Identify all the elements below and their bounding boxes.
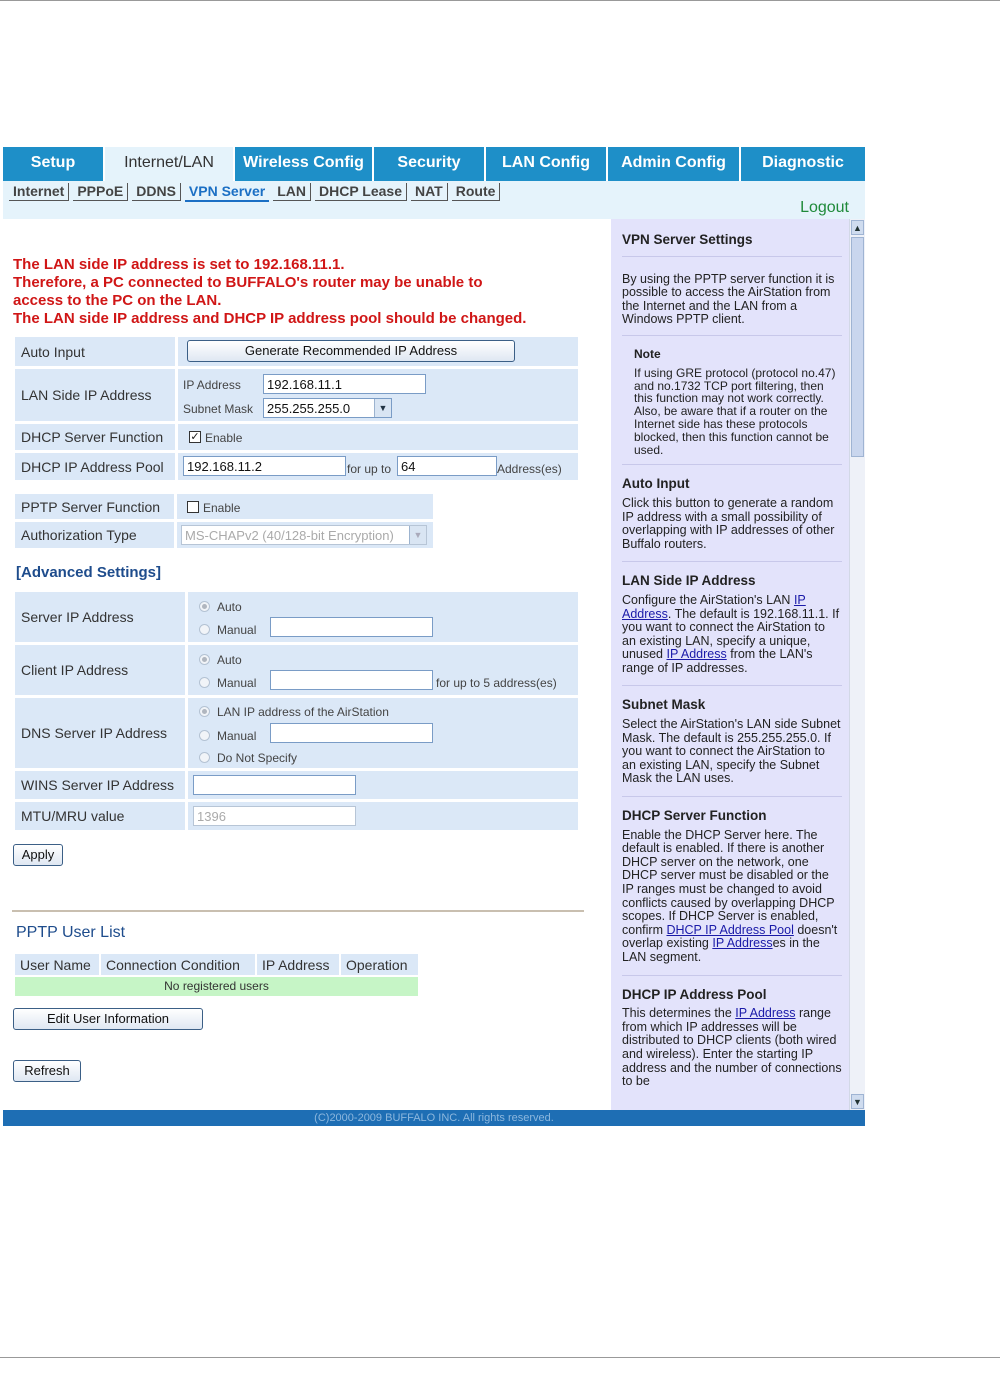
subnet-mask-value: 255.255.255.0	[267, 401, 351, 416]
dns-lan-ip-radio[interactable]	[199, 706, 210, 717]
subtab-lan[interactable]: LAN	[273, 183, 311, 201]
client-ip-manual-radio[interactable]	[199, 677, 210, 688]
main-tab-bar	[3, 147, 865, 181]
warning-line-4: The LAN side IP address and DHCP IP address pool should be changed.	[13, 310, 527, 327]
server-ip-manual-label: Manual	[217, 623, 257, 637]
help-title: VPN Server Settings	[622, 232, 753, 247]
dns-manual-radio[interactable]	[199, 730, 210, 741]
subtab-nat[interactable]: NAT	[411, 183, 448, 201]
subtab-ddns[interactable]: DDNS	[132, 183, 181, 201]
auto-input-label: Auto Input	[15, 337, 175, 366]
sub-tab-bar	[3, 181, 865, 219]
client-ip-manual-label: Manual	[217, 676, 257, 690]
client-ip-label: Client IP Address	[15, 645, 185, 695]
help-ip-address-link-2[interactable]: IP Address	[666, 647, 727, 662]
tab-wireless-config[interactable]: Wireless Config	[235, 147, 374, 181]
pptp-user-list-heading: PPTP User List	[16, 924, 126, 941]
help-dhcp-pool-link[interactable]: DHCP IP Address Pool	[666, 922, 794, 937]
tab-admin-config[interactable]: Admin Config	[608, 147, 741, 181]
help-note-text: If using GRE protocol (protocol no.47) and no.1732 TCP port filtering, then this function may not work correctly. Also, be aware that if a router on the Internet side has these protocols blocked, then this function cannot be used.	[634, 365, 836, 457]
help-auto-input-text: Click this button to generate a random IP address with a small possibility of overlapping with IP addresses of other Buffalo routers.	[622, 495, 835, 551]
subtab-route[interactable]: Route	[452, 183, 501, 201]
help-pool-title: DHCP IP Address Pool	[622, 986, 767, 1002]
server-ip-input[interactable]	[270, 617, 433, 637]
help-subnet-title: Subnet Mask	[622, 697, 706, 713]
tab-security[interactable]: Security	[374, 147, 486, 181]
dhcp-enable-label: Enable	[205, 431, 243, 445]
generate-ip-button[interactable]: Generate Recommended IP Address	[187, 340, 515, 362]
chevron-down-icon: ▼	[409, 526, 426, 544]
refresh-button[interactable]: Refresh	[13, 1060, 81, 1082]
auth-type-row	[15, 522, 433, 548]
edit-user-information-button[interactable]: Edit User Information	[13, 1008, 203, 1030]
subnet-mask-label: Subnet Mask	[183, 402, 254, 416]
pptp-function-row	[15, 494, 433, 519]
help-panel	[611, 219, 849, 1110]
col-user-name: User Name	[15, 954, 99, 975]
scroll-thumb[interactable]	[851, 237, 864, 457]
help-lan-ip-title: LAN Side IP Address	[622, 573, 756, 589]
pptp-enable-label: Enable	[203, 501, 241, 515]
server-ip-label: Server IP Address	[15, 592, 185, 642]
help-intro: By using the PPTP server function it is possible to access the AirStation from the Internet and the LAN from a Windows PPTP client.	[622, 271, 835, 327]
advanced-settings-heading: [Advanced Settings]	[16, 564, 162, 581]
help-scrollbar[interactable]	[849, 219, 865, 1110]
pptp-enable-checkbox[interactable]	[187, 501, 199, 513]
footer-copyright: (C)2000-2009 BUFFALO INC. All rights reserved.	[3, 1110, 865, 1126]
tab-diagnostic[interactable]: Diagnostic	[762, 154, 844, 171]
wins-server-input[interactable]	[193, 775, 356, 795]
page-top-rule	[0, 0, 1000, 1]
help-ip-address-link[interactable]: IP Address	[622, 592, 806, 621]
help-dhcp-title: DHCP Server Function	[622, 808, 767, 824]
dhcp-pool-label: DHCP IP Address Pool	[15, 453, 175, 480]
dns-do-not-specify-radio[interactable]	[199, 752, 210, 763]
help-lan-ip-text: Configure the AirStation's LAN IP Address. The default is 192.168.11.1. If you want to connect the AirStation to an existing LAN, specify a unique, unused IP Address from the LAN's range of IP addresses.	[622, 592, 840, 675]
dhcp-pool-count-input[interactable]: 64	[397, 456, 497, 476]
section-divider	[12, 910, 584, 912]
help-pool-text: This determines the IP Address range from which IP addresses will be distributed to DHCP clients (both wired and wireless). Enter the starting IP address and the number of connections to be	[622, 1006, 842, 1089]
help-auto-input-title: Auto Input	[622, 476, 690, 492]
mtu-label: MTU/MRU value	[15, 802, 185, 830]
client-ip-input[interactable]	[270, 670, 433, 690]
chevron-down-icon: ▼	[374, 399, 391, 417]
page-bottom-rule	[0, 1357, 1000, 1358]
client-ip-auto-label: Auto	[217, 653, 242, 667]
dns-manual-input[interactable]	[270, 723, 433, 743]
router-admin-window	[3, 147, 865, 1126]
warning-line-2: Therefore, a PC connected to BUFFALO's router may be unable to	[13, 274, 483, 291]
subtab-dhcp-lease[interactable]: DHCP Lease	[315, 183, 407, 201]
server-ip-auto-radio[interactable]	[199, 601, 210, 612]
col-ip-address: IP Address	[257, 954, 339, 975]
server-ip-auto-label: Auto	[217, 600, 242, 614]
subnet-mask-select[interactable]	[263, 398, 392, 418]
dhcp-pool-start-input[interactable]: 192.168.11.2	[183, 456, 346, 476]
settings-content	[3, 219, 611, 1110]
lan-ip-row	[15, 369, 578, 421]
auth-type-select[interactable]	[181, 525, 427, 545]
ip-address-label: IP Address	[183, 378, 241, 392]
auth-type-value: MS-CHAPv2 (40/128-bit Encryption)	[185, 528, 394, 543]
ip-address-input[interactable]: 192.168.11.1	[263, 374, 426, 394]
dns-manual-label: Manual	[217, 729, 257, 743]
lan-ip-label: LAN Side IP Address	[15, 369, 175, 421]
auth-type-label: Authorization Type	[15, 522, 174, 548]
dns-lan-ip-label: LAN IP address of the AirStation	[217, 705, 389, 719]
scroll-down-icon[interactable]: ▼	[851, 1094, 864, 1109]
dns-server-row	[15, 698, 578, 768]
server-ip-manual-radio[interactable]	[199, 624, 210, 635]
addresses-suffix: Address(es)	[497, 462, 562, 476]
apply-button[interactable]: Apply	[13, 844, 63, 866]
dhcp-enable-checkbox[interactable]: ✓	[190, 431, 200, 443]
tab-setup[interactable]: Setup	[3, 147, 105, 181]
for-up-to-label: for up to	[347, 462, 392, 476]
help-ip-address-link-3[interactable]: IP Address	[712, 936, 773, 951]
dhcp-function-row	[15, 424, 578, 450]
subtab-vpn-server[interactable]: VPN Server	[185, 183, 269, 202]
dhcp-pool-row	[15, 453, 578, 480]
tab-internet-lan[interactable]: Internet/LAN	[105, 147, 235, 181]
help-note-title: Note	[634, 346, 661, 361]
col-operation: Operation	[341, 954, 418, 975]
dns-server-label: DNS Server IP Address	[15, 698, 185, 768]
subtab-pppoe[interactable]: PPPoE	[73, 183, 128, 201]
dhcp-function-label: DHCP Server Function	[15, 424, 175, 450]
help-subnet-text: Select the AirStation's LAN side Subnet Mask. The default is 255.255.255.0. If you want to connect the AirStation to an existing LAN, specify the Subnet Mask the LAN uses.	[622, 717, 841, 786]
mtu-row	[15, 802, 578, 830]
client-ip-row	[15, 645, 578, 695]
dns-do-not-specify-label: Do Not Specify	[217, 751, 298, 765]
warning-line-1: The LAN side IP address is set to 192.168.11.1.	[13, 256, 345, 273]
client-ip-suffix: for up to 5 address(es)	[436, 676, 557, 690]
server-ip-row	[15, 592, 578, 642]
client-ip-auto-radio[interactable]	[199, 654, 210, 665]
mtu-input[interactable]: 1396	[193, 806, 356, 826]
col-connection-condition: Connection Condition	[101, 954, 255, 975]
help-dhcp-text: Enable the DHCP Server here. The default is enabled. If there is another DHCP server on the network, one DHCP server must be disabled or the IP ranges must be changed to avoid conflicts caused by overlapping DHCP scopes. If DHCP Server is enabled, confirm DHCP IP Address Pool doesn't overlap existing IP Addresses in the LAN segment.	[622, 827, 838, 964]
pptp-function-label: PPTP Server Function	[15, 494, 174, 519]
logout-link[interactable]: Logout	[800, 199, 849, 216]
scroll-up-icon[interactable]: ▲	[851, 220, 864, 235]
auto-input-row	[15, 337, 578, 366]
lan-warning-message	[13, 256, 603, 328]
wins-server-label: WINS Server IP Address	[15, 771, 185, 799]
empty-user-list-row: No registered users	[15, 977, 418, 996]
user-list-header	[15, 954, 418, 975]
wins-server-row	[15, 771, 578, 799]
subtab-internet[interactable]: Internet	[9, 183, 69, 201]
tab-lan-config[interactable]: LAN Config	[486, 147, 608, 181]
help-ip-address-link-4[interactable]: IP Address	[735, 1006, 796, 1021]
warning-line-3: access to the PC on the LAN.	[13, 292, 222, 309]
